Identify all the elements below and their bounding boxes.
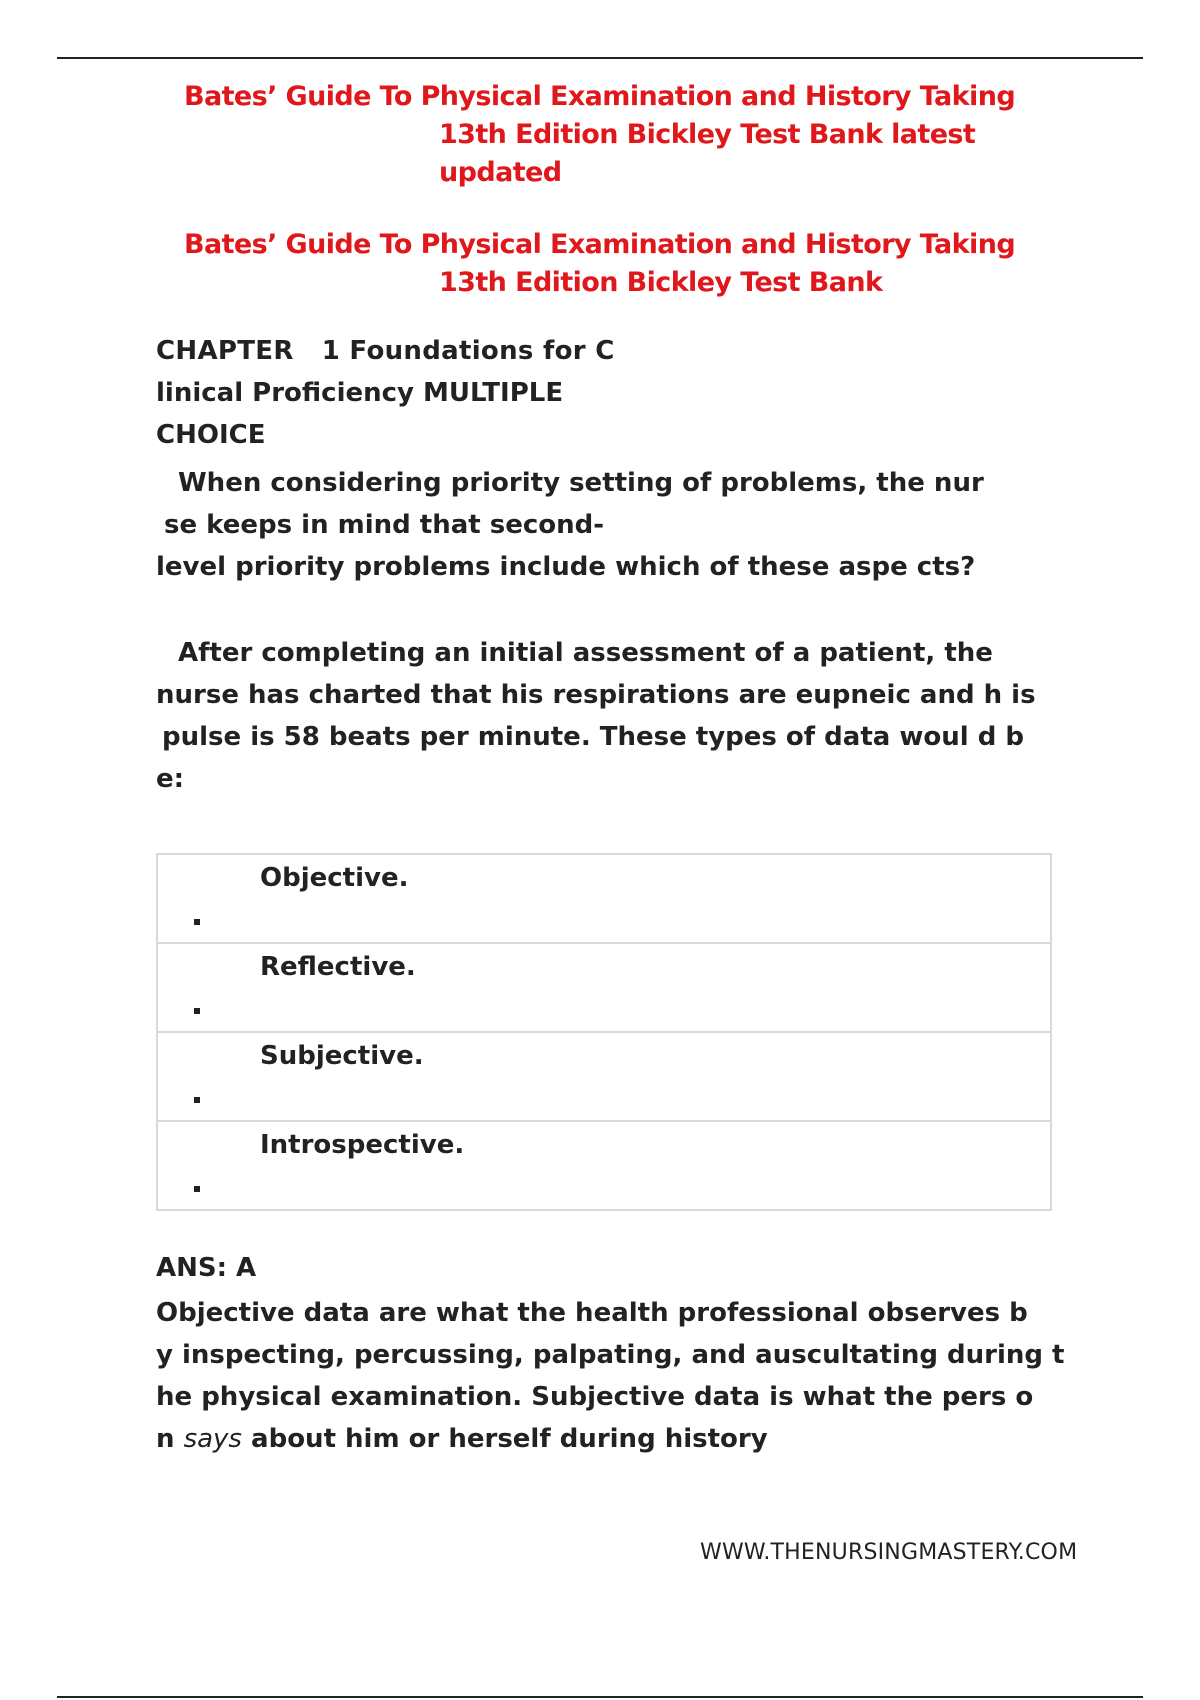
- option-text: Introspective.: [260, 1130, 465, 1160]
- option-row: [158, 1122, 1050, 1209]
- rationale-line: y inspecting, percussing, palpating, and auscultating during t: [156, 1340, 1065, 1370]
- option-bullet: [194, 1097, 200, 1103]
- top-rule: [57, 57, 1143, 59]
- title-line: updated: [439, 157, 562, 188]
- question-line: pulse is 58 beats per minute. These types of data woul d b: [162, 722, 1024, 752]
- chapter-line: CHOICE: [156, 420, 266, 450]
- chapter-heading: [156, 330, 1056, 456]
- website-footer: WWW.THENURSINGMASTERY.COM: [700, 1540, 1078, 1565]
- option-text: Reflective.: [260, 952, 416, 982]
- chapter-line: linical Proficiency MULTIPLE: [156, 378, 564, 408]
- question-1: [156, 462, 1056, 588]
- option-bullet: [194, 919, 200, 925]
- rationale-line: Objective data are what the health professional observes b: [156, 1298, 1028, 1328]
- option-text: Subjective.: [260, 1041, 424, 1071]
- rationale-emphasis: says: [183, 1424, 242, 1454]
- document-subtitle: [184, 226, 1084, 302]
- title-line: Bates’ Guide To Physical Examination and History Taking: [184, 81, 1016, 112]
- option-bullet: [194, 1186, 200, 1192]
- question-line: e:: [156, 764, 185, 794]
- option-row: [158, 1033, 1050, 1122]
- subtitle-line: Bates’ Guide To Physical Examination and History Taking: [184, 229, 1016, 260]
- answer-options-table: [156, 853, 1052, 1211]
- question-2: [156, 632, 1056, 800]
- option-text: Objective.: [260, 863, 409, 893]
- question-line: When considering priority setting of problems, the nur: [178, 468, 984, 498]
- option-row: [158, 944, 1050, 1033]
- title-line: 13th Edition Bickley Test Bank latest: [439, 119, 976, 150]
- bottom-rule: [57, 1696, 1143, 1698]
- rationale-line: [156, 1418, 1056, 1460]
- question-line: nurse has charted that his respirations are eupneic and h is: [156, 680, 1036, 710]
- question-line: After completing an initial assessment of a patient, the: [178, 638, 993, 668]
- chapter-line: CHAPTER 1 Foundations for C: [156, 336, 615, 366]
- option-row: [158, 855, 1050, 944]
- question-line: level priority problems include which of these aspe cts?: [156, 552, 976, 582]
- rationale-line: he physical examination. Subjective data is what the pers o: [156, 1382, 1034, 1412]
- subtitle-line: 13th Edition Bickley Test Bank: [439, 267, 883, 298]
- answer-label: ANS: A: [156, 1253, 257, 1283]
- answer-rationale: [156, 1292, 1065, 1460]
- document-title: [184, 78, 1084, 192]
- question-line: se keeps in mind that second-: [164, 510, 605, 540]
- rationale-text: about him or herself during history: [241, 1424, 768, 1454]
- rationale-text: n: [156, 1424, 184, 1454]
- option-bullet: [194, 1008, 200, 1014]
